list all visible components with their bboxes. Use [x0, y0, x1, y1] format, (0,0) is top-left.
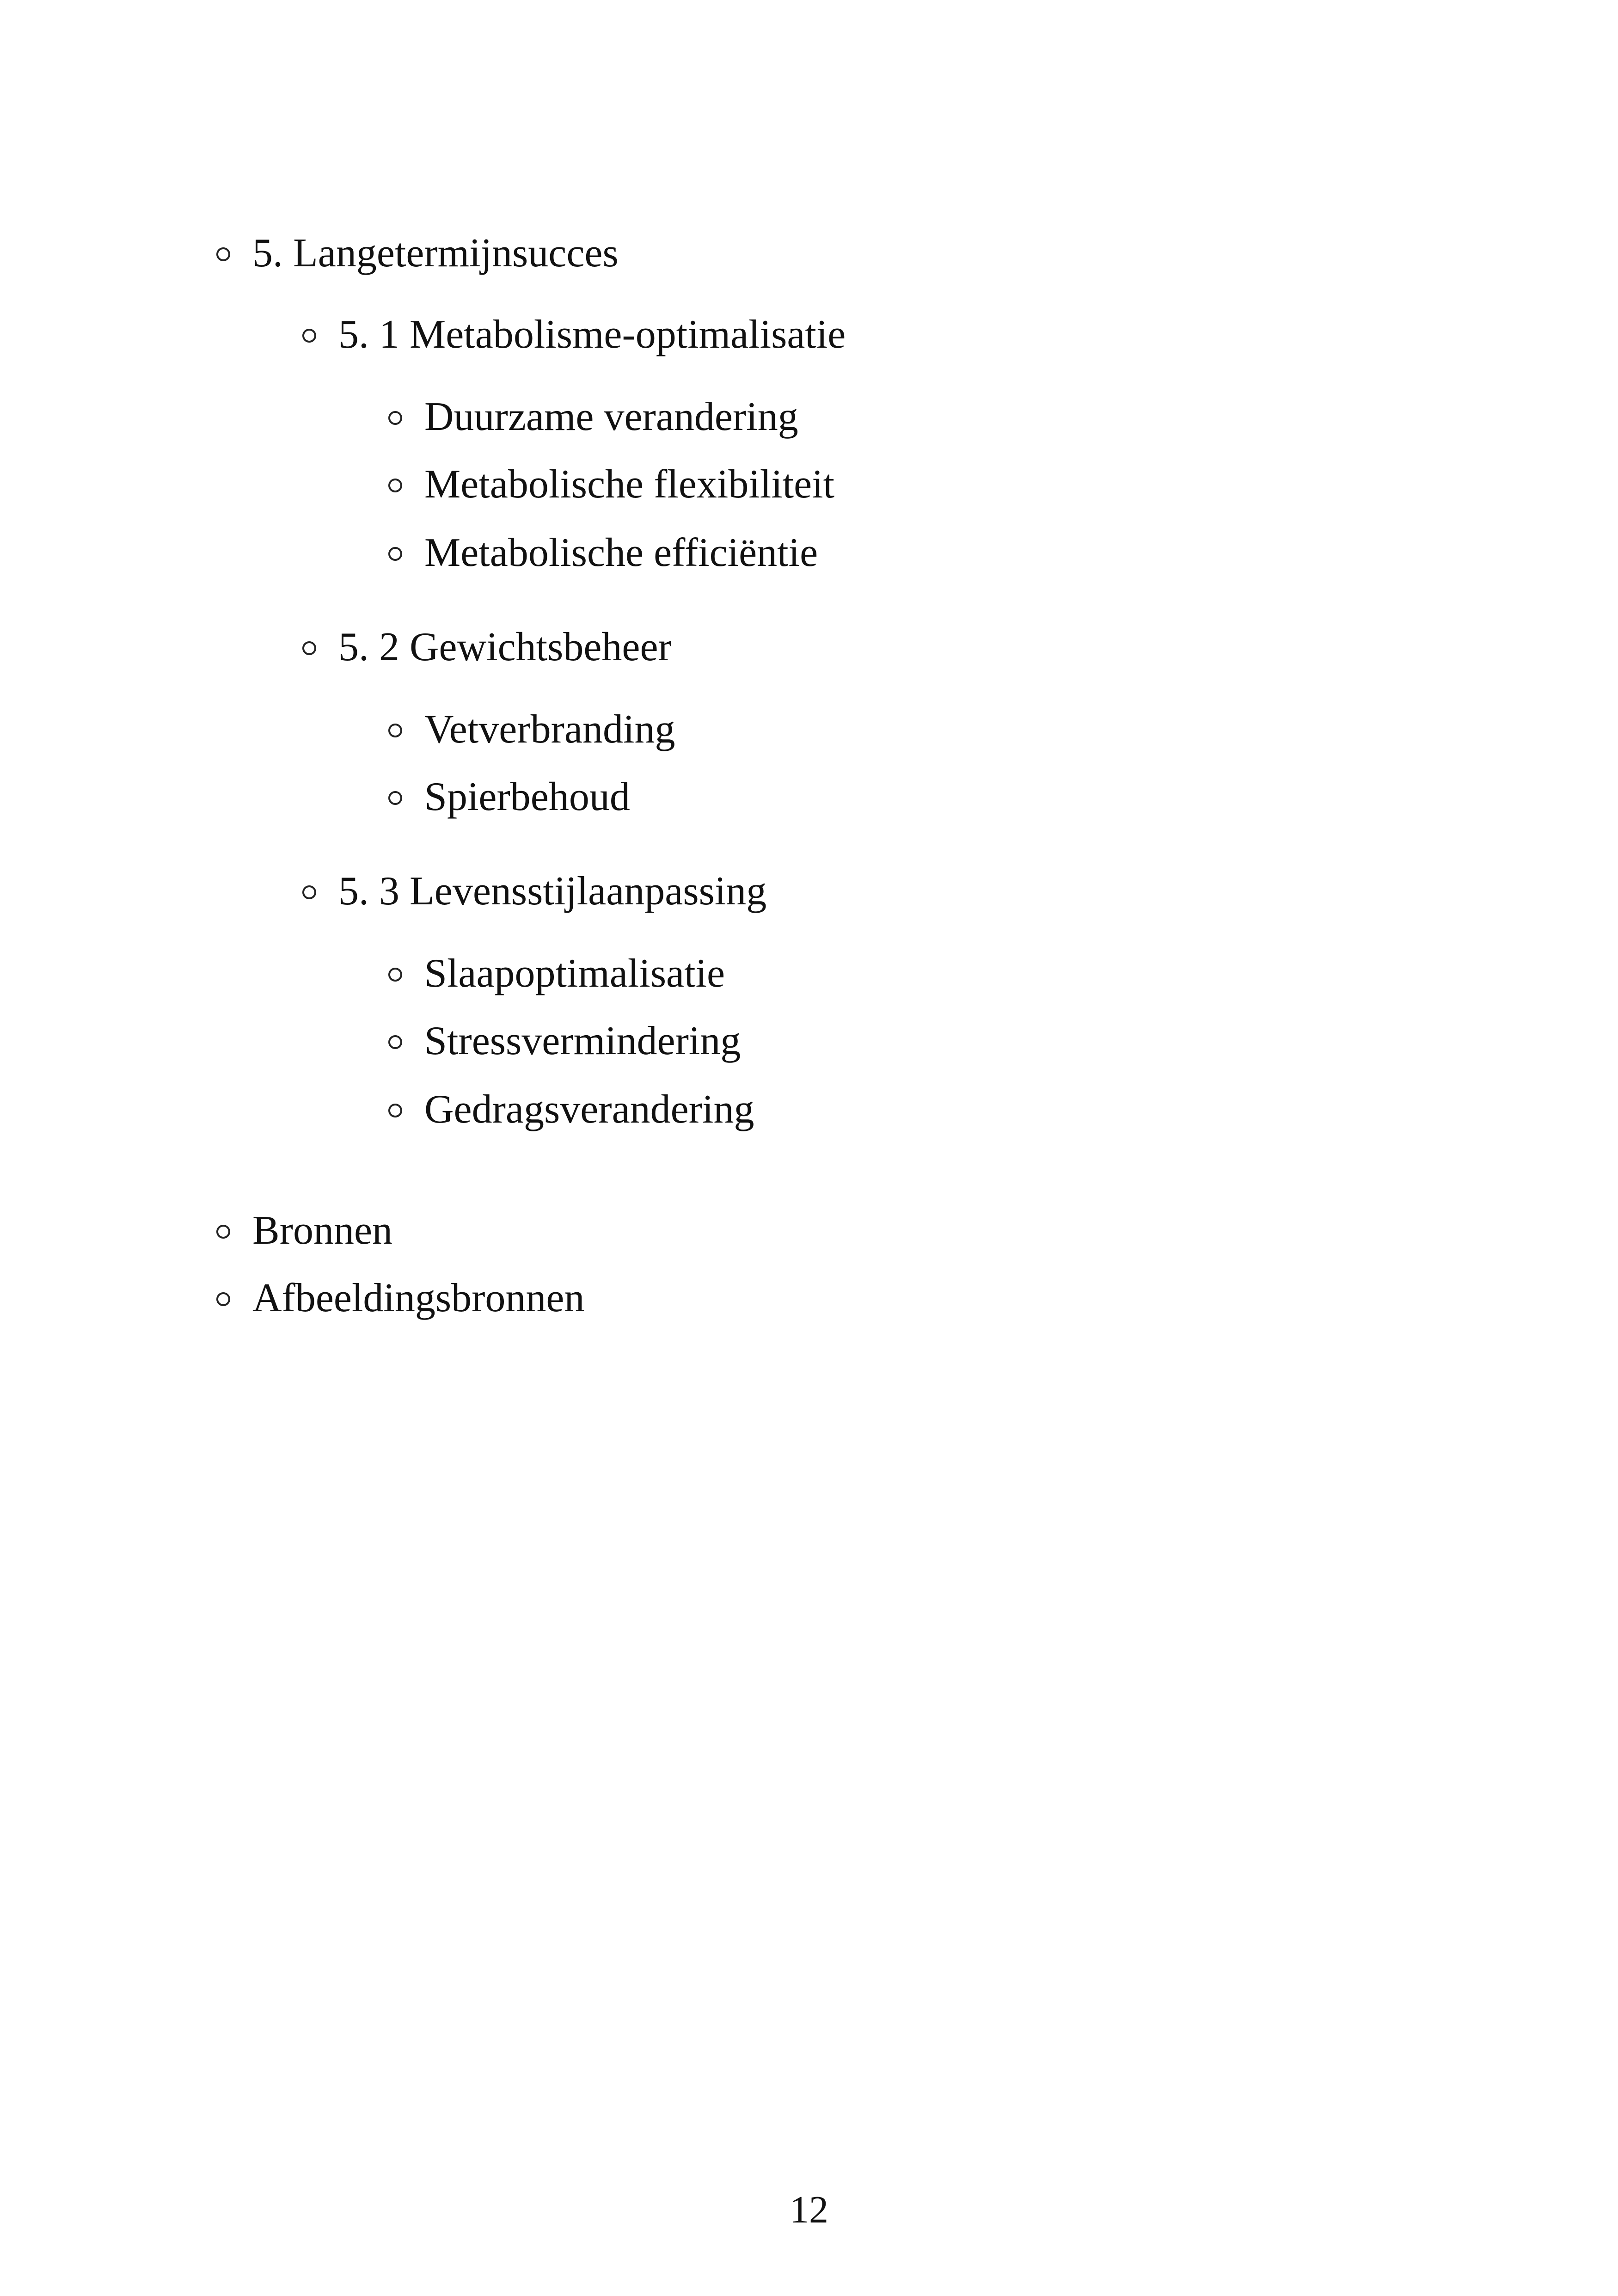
- hollow-bullet-icon: [388, 479, 402, 492]
- outline-item-section-5-1: [302, 314, 846, 355]
- hollow-bullet-icon: [388, 411, 402, 425]
- hollow-bullet-icon: [388, 724, 402, 737]
- outline-item-label: 5. 2 Gewichtsbeheer: [338, 625, 672, 669]
- page-number: 12: [790, 2188, 828, 2231]
- hollow-bullet-icon: [388, 547, 402, 561]
- hollow-bullet-icon: [388, 791, 402, 805]
- outline-item-label: Stressvermindering: [424, 1019, 741, 1063]
- outline-item-label: Vetverbranding: [424, 707, 675, 752]
- outline-item-label: Metabolische efficiëntie: [424, 530, 818, 575]
- outline-item-label: 5. 1 Metabolisme-optimalisatie: [338, 312, 846, 357]
- outline-item-afbeeldingsbronnen: [216, 1278, 584, 1319]
- outline-item-label: Slaapoptimalisatie: [424, 951, 725, 996]
- outline-item-label: 5. Langetermijnsucces: [252, 231, 619, 276]
- hollow-bullet-icon: [216, 247, 230, 261]
- outline-item-gedragsverandering: [388, 1089, 754, 1130]
- outline-item-label: Gedragsverandering: [424, 1087, 754, 1132]
- outline-item-section-5-3: [302, 871, 766, 912]
- hollow-bullet-icon: [302, 329, 316, 343]
- outline-item-bronnen: [216, 1210, 392, 1251]
- outline-item-label: Spierbehoud: [424, 774, 630, 819]
- outline-item-label: Duurzame verandering: [424, 394, 798, 439]
- hollow-bullet-icon: [302, 641, 316, 655]
- outline-item-label: Afbeeldingsbronnen: [252, 1276, 585, 1320]
- outline-item-label: Bronnen: [252, 1208, 393, 1253]
- outline-item-slaapoptimalisatie: [388, 953, 725, 994]
- outline-item-section-5: [216, 233, 619, 274]
- outline-item-metabolische-flexibiliteit: [388, 464, 834, 505]
- outline-item-section-5-2: [302, 627, 672, 668]
- hollow-bullet-icon: [388, 1104, 402, 1117]
- outline-item-vetverbranding: [388, 709, 675, 750]
- hollow-bullet-icon: [216, 1292, 230, 1306]
- hollow-bullet-icon: [388, 968, 402, 982]
- outline-item-label: Metabolische flexibiliteit: [424, 462, 835, 507]
- hollow-bullet-icon: [388, 1035, 402, 1049]
- outline-item-spierbehoud: [388, 774, 630, 819]
- outline-item-label: 5. 3 Levensstijlaanpassing: [338, 869, 767, 914]
- outline-item-stressvermindering: [388, 1021, 741, 1062]
- outline-item-metabolische-efficientie: [388, 530, 818, 575]
- outline-item-duurzame-verandering: [388, 394, 798, 439]
- hollow-bullet-icon: [302, 885, 316, 899]
- hollow-bullet-icon: [216, 1225, 230, 1239]
